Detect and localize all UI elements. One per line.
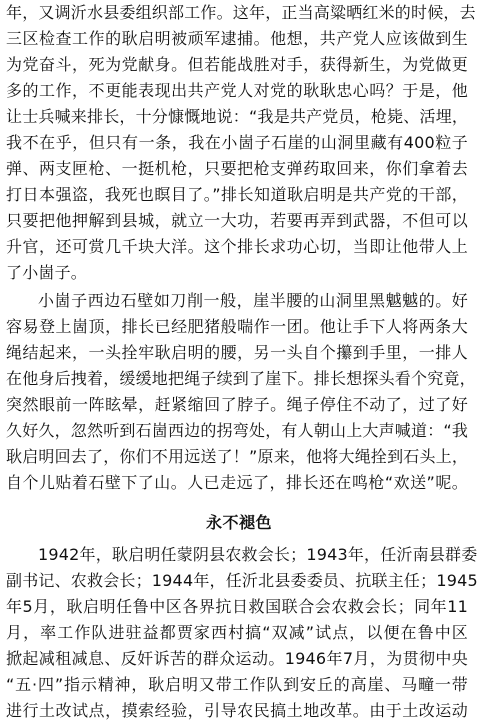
text-line: 年5月，耿启明任鲁中区各界抗日救国联合会农救会长；同年11 — [6, 597, 468, 616]
text-line: 打日本强盗，我死也瞑目了。”排长知道耿启明是共产党的干部， — [6, 185, 468, 204]
text-line: 我不在乎，但只有一条，我在小崮子石崖的山洞里藏有400粒子 — [6, 133, 468, 152]
text-line: 久好久，忽然听到石崮西边的拐弯处，有人朝山上大声喊道：“我 — [6, 421, 469, 440]
section-heading: 永不褪色 — [205, 513, 272, 532]
text-line: 突然眼前一阵眩晕，赶紧缩回了脖子。绳子停住不动了，过了好 — [6, 395, 468, 414]
text-line: 多的工作，不更能表现出共产党人对党的耿耿忠心吗？于是，他 — [6, 81, 468, 100]
text-line: 为党奋斗，死为党献身。但若能战胜对手，获得新生，为党做更 — [6, 55, 468, 74]
text-line: 了小崮子。 — [6, 263, 88, 282]
text-line: 掀起减租减息、反奸诉苦的群众运动。1946年7月，为贯彻中央 — [6, 649, 468, 668]
text-line: 在他身后拽着，缓缓地把绳子续到了崖下。排长想探头看个究竟， — [6, 369, 476, 388]
text-line: 升官，还可赏几千块大洋。这个排长求功心切，当即让他带人上 — [6, 237, 468, 256]
text-line: 耿启明回去了，你们不用远送了！”原来，他将大绳拴到石头上， — [6, 447, 469, 466]
text-line: 副书记、农救会长；1944年，任沂北县委委员、抗联主任；1945 — [6, 571, 478, 590]
text-line: 绳结起来，一头拴牢耿启明的腰，另一头自个攥到手里，一排人 — [6, 343, 468, 362]
text-line: 让士兵喊来排长，十分慷慨地说：“我是共产党员，枪毙、活埋， — [6, 107, 469, 126]
text-line: 弹、两支匣枪、一挺机枪，只要把枪支弹药取回来，你们拿着去 — [6, 159, 468, 178]
text-line: 小崮子西边石壁如刀削一般，崖半腰的山洞里黑魆魆的。好 — [38, 291, 468, 310]
text-line: “五·四”指示精神，耿启明又带工作队到安丘的高崖、马疃一带 — [6, 675, 468, 694]
text-line: 自个儿贴着石壁下了山。人已走远了，排长还在鸣枪“欢送”呢。 — [6, 473, 468, 492]
text-line: 只要把他押解到县城，就立一大功，若要再弄到武器，不但可以 — [6, 211, 468, 230]
text-line: 三区检查工作的耿启明被顽军逮捕。他想，共产党人应该做到生 — [6, 29, 468, 48]
text-line: 月，率工作队进驻益都贾家西村搞“双减”试点，以便在鲁中区 — [6, 623, 468, 642]
text-line: 进行土改试点，摸索经验，引导农民搞土地改革。由于土改运动 — [6, 701, 468, 720]
text-line: 容易登上崮顶，排长已经肥猪般喘作一团。他让手下人将两条大 — [6, 317, 468, 336]
text-line: 1942年，耿启明任蒙阴县农救会长；1943年，任沂南县群委 — [38, 545, 478, 564]
text-line: 年，又调沂水县委组织部工作。这年，正当高粱晒红米的时候，去 — [6, 3, 476, 22]
